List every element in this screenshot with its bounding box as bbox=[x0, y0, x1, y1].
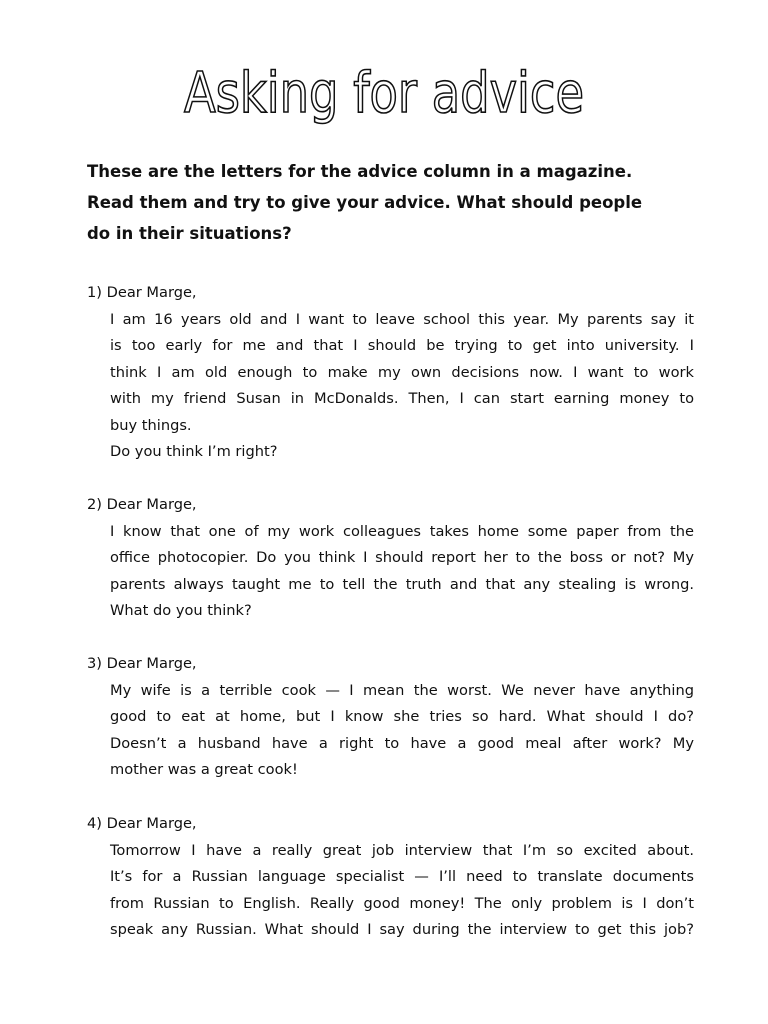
letter-line: I am 16 years old and I want to leave school this year. My parents say it bbox=[110, 310, 694, 328]
letter-body bbox=[110, 519, 694, 625]
letter-line: think I am old enough to make my own decisions now. I want to work bbox=[110, 363, 694, 381]
letter-line: Doesn’t a husband have a right to have a good meal after work? My bbox=[110, 734, 694, 752]
letter-line: good to eat at home, but I know she tries so hard. What should I do? bbox=[110, 708, 694, 725]
instructions-line: These are the letters for the advice column in a magazine. bbox=[87, 162, 633, 181]
instructions-line: Read them and try to give your advice. What should people bbox=[87, 193, 643, 212]
letter-line: buy things. bbox=[110, 416, 192, 434]
letter-body bbox=[110, 838, 694, 944]
letter-line: office photocopier. Do you think I should report her to the boss or not? My bbox=[110, 549, 694, 566]
instructions bbox=[87, 156, 697, 249]
letter-greeting: 1) Dear Marge, bbox=[87, 284, 197, 301]
letter-2 bbox=[87, 492, 694, 625]
letter-line: Tomorrow I have a really great job interview that I’m so excited about. bbox=[110, 841, 694, 859]
letter-greeting: 4) Dear Marge, bbox=[87, 815, 197, 832]
letter-3 bbox=[87, 651, 694, 784]
letter-line: parents always taught me to tell the truth and that any stealing is wrong. bbox=[110, 575, 694, 593]
letter-body bbox=[110, 307, 694, 466]
page-title-outlined bbox=[174, 52, 594, 132]
letter-line: I know that one of my work colleagues takes home some paper from the bbox=[110, 522, 694, 540]
letter-line: speak any Russian. What should I say during the interview to get this job? bbox=[110, 921, 694, 938]
letter-line: mother was a great cook! bbox=[110, 761, 298, 778]
letter-line: with my friend Susan in McDonalds. Then, I can start earning money to bbox=[110, 390, 694, 407]
letter-body bbox=[110, 678, 694, 784]
letter-line: My wife is a terrible cook — I mean the worst. We never have anything bbox=[110, 681, 694, 699]
letter-line: is too early for me and that I should be trying to get into university. I bbox=[110, 337, 694, 354]
letter-line: It’s for a Russian language specialist — I’ll need to translate documents bbox=[110, 868, 694, 885]
instructions-line: do in their situations? bbox=[87, 224, 292, 243]
letter-line: from Russian to English. Really good money! The only problem is I don’t bbox=[110, 894, 694, 912]
letter-4 bbox=[87, 811, 694, 944]
letter-greeting: 2) Dear Marge, bbox=[87, 496, 197, 513]
letter-line: What do you think? bbox=[110, 602, 252, 619]
letter-1 bbox=[87, 280, 694, 466]
page-title-text: Asking for advice bbox=[184, 61, 584, 126]
letter-line: Do you think I’m right? bbox=[110, 443, 278, 460]
letter-greeting: 3) Dear Marge, bbox=[87, 655, 197, 672]
page-title bbox=[0, 52, 768, 132]
